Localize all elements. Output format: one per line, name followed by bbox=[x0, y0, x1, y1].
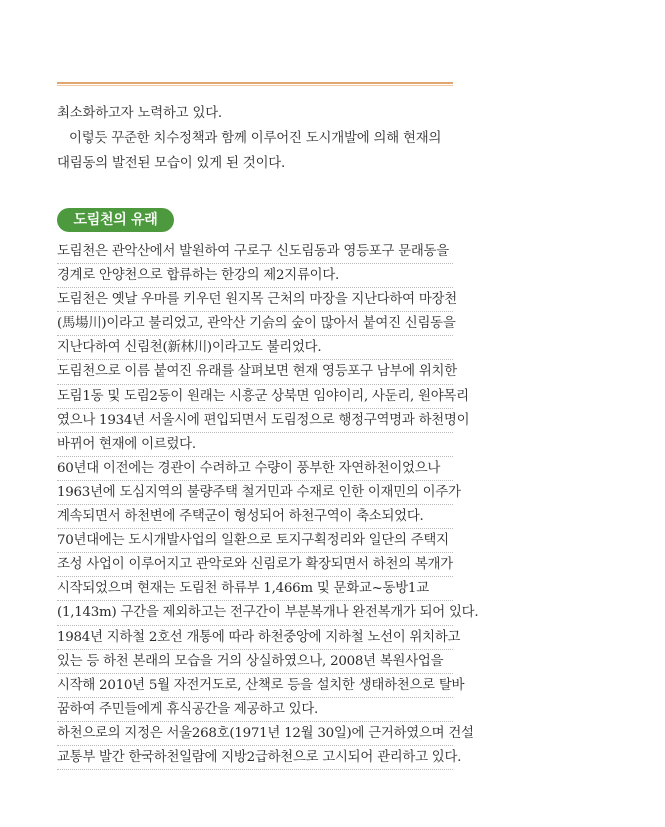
body-line: 하천으로의 지정은 서울268호(1971년 12월 30일)에 근거하였으며 건설 bbox=[57, 722, 453, 746]
header-divider bbox=[57, 82, 453, 86]
body-line: 도림천으로 이름 붙여진 유래를 살펴보면 현재 영등포구 남부에 위치한 bbox=[57, 360, 453, 384]
intro-line: 최소화하고자 노력하고 있다. bbox=[57, 106, 222, 121]
body-line: 70년대에는 도시개발사업의 일환으로 토지구획정리와 일단의 주택지 bbox=[57, 529, 453, 553]
body-line: 시작되었으며 현재는 도림천 하류부 1,466m 및 문화교~동방1교 bbox=[57, 577, 453, 601]
body-line: 바뀌어 현재에 이르렀다. bbox=[57, 433, 453, 457]
header-divider-thin bbox=[57, 85, 453, 86]
body-line: 도림1동 및 도림2동이 원래는 시흥군 상북면 임야이리, 사둔리, 원야목리 bbox=[57, 385, 453, 409]
section-body bbox=[57, 240, 479, 770]
body-line: 조성 사업이 이루어지고 관악로와 신림로가 확장되면서 하천의 복개가 bbox=[57, 553, 453, 577]
body-line: 도림천은 관악산에서 발원하여 구로구 신도림동과 영등포구 문래동을 bbox=[57, 240, 453, 264]
body-line: 계속되면서 하천변에 주택군이 형성되어 하천구역이 축소되었다. bbox=[57, 505, 453, 529]
intro-paragraphs bbox=[57, 101, 457, 176]
body-line: 60년대 이전에는 경관이 수려하고 수량이 풍부한 자연하천이었으나 bbox=[57, 457, 453, 481]
body-line: 경계로 안양천으로 합류하는 한강의 제2지류이다. bbox=[57, 264, 453, 288]
body-line: 1984년 지하철 2호선 개통에 따라 하천중앙에 지하철 노선이 위치하고 bbox=[57, 626, 453, 650]
intro-line: 대림동의 발전된 모습이 있게 된 것이다. bbox=[57, 156, 286, 171]
body-line: (1,143m) 구간을 제외하고는 전구간이 부분복개나 완전복개가 되어 있다. bbox=[57, 601, 453, 625]
body-line: (馬場川)이라고 불리었고, 관악산 기슭의 숲이 많아서 붙여진 신림동을 bbox=[57, 312, 453, 336]
body-line: 있는 등 하천 본래의 모습을 거의 상실하였으나, 2008년 복원사업을 bbox=[57, 650, 453, 674]
body-line: 1963년에 도심지역의 불량주택 철거민과 수재로 인한 이재민의 이주가 bbox=[57, 481, 453, 505]
body-line: 지난다하여 신림천(新林川)이라고도 불리었다. bbox=[57, 336, 453, 360]
body-line: 였으나 1934년 서울시에 편입되면서 도림정으로 행정구역명과 하천명이 bbox=[57, 409, 453, 433]
body-line: 도림천은 옛날 우마를 키우던 원지목 근처의 마장을 지난다하여 마장천 bbox=[57, 288, 453, 312]
body-line: 시작해 2010년 5월 자전거도로, 산책로 등을 설치한 생태하천으로 탈바 bbox=[57, 674, 453, 698]
section-title: 도림천의 유래 bbox=[57, 208, 174, 232]
intro-line: 이렇듯 꾸준한 치수정책과 함께 이루어진 도시개발에 의해 현재의 bbox=[69, 131, 442, 146]
body-line: 교통부 발간 한국하천일람에 지방2급하천으로 고시되어 관리하고 있다. bbox=[57, 746, 453, 770]
body-line: 꿈하여 주민들에게 휴식공간을 제공하고 있다. bbox=[57, 698, 453, 722]
